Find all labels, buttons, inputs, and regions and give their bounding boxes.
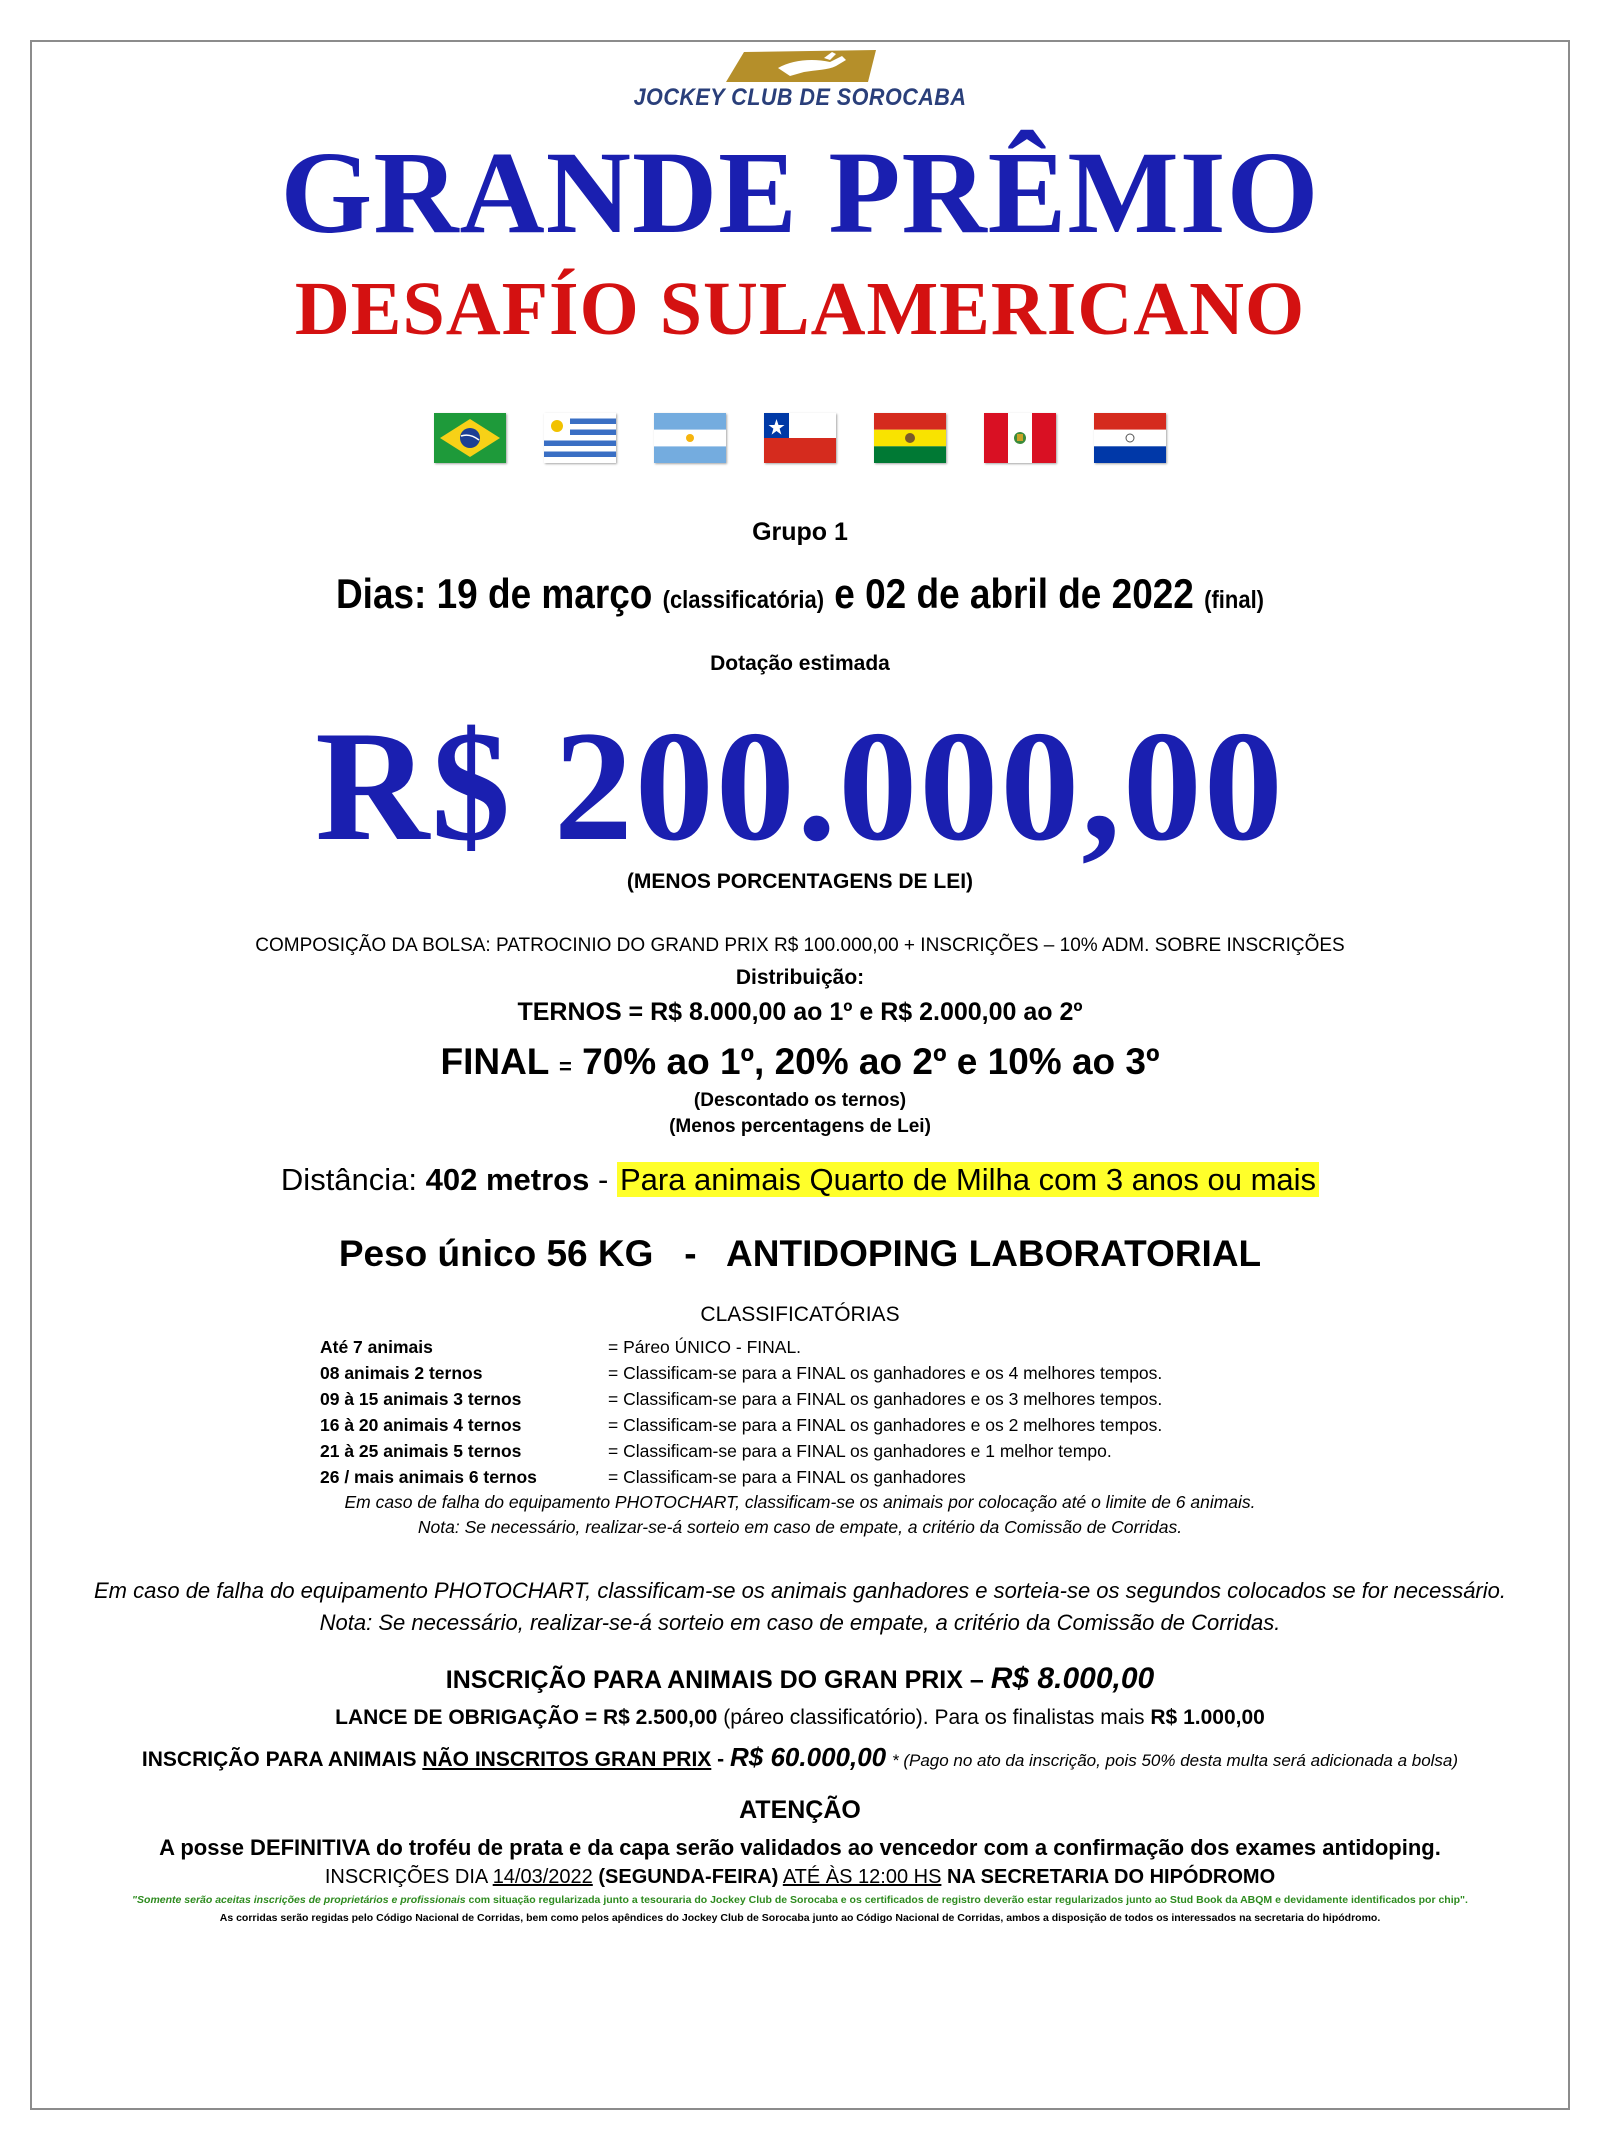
table-row (320, 1438, 1162, 1464)
lance-obrigacao (30, 1706, 1570, 1730)
descontado-ternos: (Descontado os ternos) (693, 1090, 907, 1111)
inscricoes-time: ATÉ ÀS 12:00 HS (782, 1866, 942, 1888)
inscricoes-prefix: INSCRIÇÕES DIA (324, 1866, 488, 1888)
dates-prefix: Dias: 19 de março (335, 570, 653, 617)
argentina-flag-icon (654, 413, 726, 463)
peru-flag-icon (984, 413, 1056, 463)
inscricao-nao-label: INSCRIÇÃO PARA ANIMAIS (141, 1748, 417, 1771)
row-value: = Classificam-se para a FINAL os ganhadores e os 3 melhores tempos. (608, 1389, 1163, 1409)
classificatorias-heading: CLASSIFICATÓRIAS (700, 1303, 900, 1326)
table-row (320, 1360, 1162, 1386)
horse-logo-icon (720, 48, 880, 86)
distribuicao-label: Distribuição: (735, 966, 865, 989)
ternos-prize: TERNOS = R$ 8.000,00 ao 1º e R$ 2.000,00 ao 2º (517, 998, 1083, 1026)
page-title: GRANDE PRÊMIO (280, 127, 1320, 258)
prize-amount: R$ 200.000,00 (315, 699, 1285, 874)
bolivia-flag-icon (874, 413, 946, 463)
lance-value: R$ 1.000,00 (1150, 1706, 1265, 1729)
inscricao-nao-note: * (Pago no ato da inscrição, pois 50% desta multa será adicionada a bolsa) (891, 1751, 1459, 1770)
row-key: 09 à 15 animais 3 ternos (320, 1389, 522, 1409)
distance-value: 402 metros (425, 1162, 590, 1197)
row-key: 08 animais 2 ternos (320, 1363, 483, 1383)
flags-row (30, 413, 1570, 463)
green-note-a: "Somente serão aceitas inscrições de (132, 1894, 321, 1906)
race-dates (122, 570, 1477, 618)
photochart-note: Em caso de falha do equipamento PHOTOCHART, classificam-se os animais ganhadores e sorteia-se os segundos colocados se for necessário. (94, 1578, 1506, 1603)
paraguay-flag-icon (1094, 413, 1166, 463)
regidas-note: As corridas serão regidas pelo Código Nacional de Corridas, bem como pelos apêndices do Jockey Club de Sorocaba junto ao Código Nacional de Corridas, ambos a disposição de todos os interessados na secretaria do hipódromo. (219, 1912, 1381, 1924)
posse-definitiva: A posse DEFINITIVA do troféu de prata e da capa serão validados ao vencedor com a confirmação dos exames antidoping. (159, 1835, 1441, 1860)
inscricoes-weekday: (SEGUNDA-FEIRA) (598, 1866, 779, 1888)
green-note-b: proprietários e profissionais (323, 1894, 466, 1906)
distance-sep: - (598, 1162, 609, 1197)
final-label: FINAL (440, 1041, 549, 1082)
atencao-heading: ATENÇÃO (739, 1796, 861, 1824)
inscricao-nao-underlined: NÃO INSCRITOS GRAN PRIX (422, 1748, 712, 1771)
classificatorias-table (320, 1334, 1162, 1490)
table-row (320, 1334, 1162, 1360)
table-row (320, 1464, 1162, 1490)
inscricoes-date: 14/03/2022 (492, 1866, 593, 1888)
menos-percentagens-lei: (Menos percentagens de Lei) (669, 1116, 931, 1137)
distance-line (30, 1162, 1570, 1198)
distance-label: Distância: (280, 1162, 418, 1197)
inscricao-gp-label: INSCRIÇÃO PARA ANIMAIS DO GRAN PRIX – (445, 1666, 984, 1694)
inscricoes-dia (30, 1866, 1570, 1889)
chile-flag-icon (764, 413, 836, 463)
inscricao-nao-inscritos (30, 1742, 1570, 1773)
row-value: = Classificam-se para a FINAL os ganhadores e 1 melhor tempo. (608, 1441, 1112, 1461)
dates-middle: e 02 de abril de 2022 (834, 570, 1194, 617)
table-row (320, 1386, 1162, 1412)
row-key: Até 7 animais (320, 1337, 433, 1357)
row-value: = Classificam-se para a FINAL os ganhadores e os 4 melhores tempos. (608, 1363, 1163, 1383)
dates-note-classificatoria: (classificatória) (662, 586, 825, 614)
final-prize (30, 1041, 1570, 1083)
green-note-c: com situação regularizada junto a tesouraria do Jockey Club de Sorocaba e os certificados de registro deverão estar regularizados junto ao Stud Book da ABQM e devidamente identificados por chip". (468, 1894, 1468, 1906)
inscricao-gran-prix (30, 1662, 1570, 1696)
composicao-bolsa: COMPOSIÇÃO DA BOLSA: PATROCINIO DO GRAND PRIX R$ 100.000,00 + INSCRIÇÕES – 10% ADM. SOBRE INSCRIÇÕES (255, 935, 1345, 956)
menos-porcentagens: (MENOS PORCENTAGENS DE LEI) (626, 870, 974, 893)
peso-antidoping: Peso único 56 KG - ANTIDOPING LABORATORIAL (338, 1233, 1262, 1274)
dotacao-label: Dotação estimada (710, 652, 890, 675)
row-value: = Classificam-se para a FINAL os ganhadores (608, 1467, 966, 1487)
inscricao-gp-value: R$ 8.000,00 (990, 1662, 1155, 1695)
lance-text: (páreo classificatório). Para os finalistas mais (723, 1706, 1145, 1729)
inscricoes-requirement-note (30, 1894, 1570, 1906)
brazil-flag-icon (434, 413, 506, 463)
inscricao-nao-sep: - (717, 1748, 725, 1771)
uruguay-flag-icon (544, 413, 616, 463)
row-key: 26 / mais animais 6 ternos (320, 1467, 537, 1487)
logo (30, 48, 1570, 112)
inscricao-nao-value: R$ 60.000,00 (730, 1742, 887, 1772)
inscricoes-place: NA SECRETARIA DO HIPÓDROMO (946, 1866, 1276, 1888)
row-key: 21 à 25 animais 5 ternos (320, 1441, 522, 1461)
photochart-note-small: Em caso de falha do equipamento PHOTOCHART, classificam-se os animais por colocação até o limite de 6 animais. (344, 1492, 1256, 1512)
dates-note-final: (final) (1204, 586, 1265, 614)
group-label: Grupo 1 (752, 518, 848, 546)
distance-highlight: Para animais Quarto de Milha com 3 anos ou mais (617, 1162, 1319, 1197)
lance-label: LANCE DE OBRIGAÇÃO = R$ 2.500,00 (335, 1706, 718, 1729)
logo-text: JOCKEY CLUB DE SOROCABA (633, 84, 967, 111)
page-subtitle: DESAFÍO SULAMERICANO (294, 267, 1306, 351)
row-key: 16 à 20 animais 4 ternos (320, 1415, 522, 1435)
sorteio-note: Nota: Se necessário, realizar-se-á sorteio em caso de empate, a critério da Comissão de Corridas. (319, 1610, 1281, 1635)
row-value: = Classificam-se para a FINAL os ganhadores e os 2 melhores tempos. (608, 1415, 1163, 1435)
sorteio-note-small: Nota: Se necessário, realizar-se-á sorteio em caso de empate, a critério da Comissão de Corridas. (417, 1517, 1183, 1537)
final-text: 70% ao 1º, 20% ao 2º e 10% ao 3º (582, 1041, 1160, 1082)
table-row (320, 1412, 1162, 1438)
final-equals: = (559, 1054, 572, 1079)
row-value: = Páreo ÚNICO - FINAL. (608, 1337, 802, 1357)
